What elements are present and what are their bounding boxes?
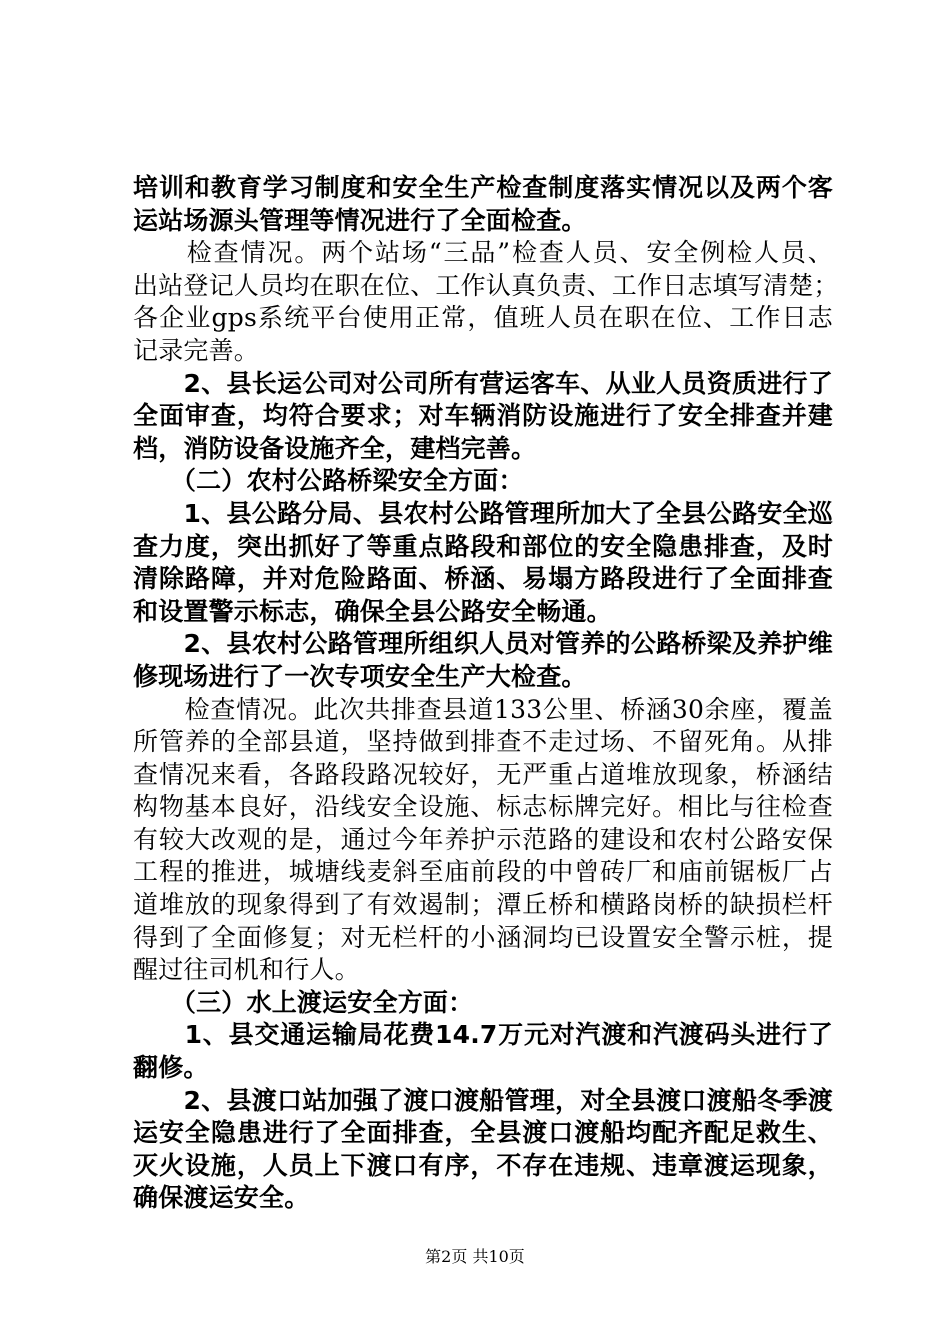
text-line: （二）农村公路桥梁安全方面：: [133, 466, 524, 496]
text-line: （三）水上渡运安全方面：: [133, 987, 474, 1017]
text-line: 道堆放的现象得到了有效遏制；潭丘桥和横路岗桥的缺损栏杆: [133, 890, 833, 920]
text-line: 得到了全面修复；对无栏杆的小涵洞均已设置安全警示桩，提: [133, 922, 833, 952]
text-line: 所管养的全部县道，坚持做到排查不走过场、不留死角。从排: [133, 727, 833, 757]
text-line: 醒过往司机和行人。: [133, 955, 360, 985]
text-line: 工程的推进，城塘线麦斜至庙前段的中曾砖厂和庙前锯板厂占: [133, 857, 833, 887]
text-line: 2、县农村公路管理所组织人员对管养的公路桥梁及养护维: [133, 629, 833, 659]
text-line: 1、县交通运输局花费14.7万元对汽渡和汽渡码头进行了: [133, 1020, 833, 1050]
text-line: 运安全隐患进行了全面排查，全县渡口渡船均配齐配足救生、: [133, 1118, 833, 1148]
text-line: 出站登记人员均在职在位、工作认真负责、工作日志填写清楚；: [133, 270, 839, 300]
text-line: 翻修。: [133, 1053, 209, 1083]
text-line: 灭火设施，人员上下渡口有序，不存在违规、违章渡运现象，: [133, 1150, 833, 1180]
page-number-footer: 第2页 共10页: [425, 1247, 525, 1266]
text-line: 运站场源头管理等情况进行了全面检查。: [133, 205, 587, 235]
text-line: 培训和教育学习制度和安全生产检查制度落实情况以及两个客: [133, 173, 833, 202]
text-line: 查力度，突出抓好了等重点路段和部位的安全隐患排查，及时: [133, 531, 833, 561]
text-line: 确保渡运安全。: [133, 1183, 310, 1213]
text-line: 记录完善。: [133, 335, 260, 365]
text-line: 2、县渡口站加强了渡口渡船管理，对全县渡口渡船冬季渡: [133, 1085, 833, 1115]
text-line: 检查情况。两个站场“三品”检查人员、安全例检人员、: [133, 238, 833, 268]
text-line: 档，消防设备设施齐全，建档完善。: [133, 433, 537, 463]
text-line: 有较大改观的是，通过今年养护示范路的建设和农村公路安保: [133, 824, 833, 854]
text-line: 修现场进行了一次专项安全生产大检查。: [133, 661, 587, 691]
text-line: 清除路障，并对危险路面、桥涵、易塌方路段进行了全面排查: [133, 564, 833, 594]
text-line: 和设置警示标志，确保全县公路安全畅通。: [133, 596, 612, 626]
text-line: 1、县公路分局、县农村公路管理所加大了全县公路安全巡: [133, 498, 833, 528]
text-line: 2、县长运公司对公司所有营运客车、从业人员资质进行了: [133, 368, 833, 398]
text-line: 构物基本良好，沿线安全设施、标志标牌完好。相比与往检查: [133, 792, 833, 822]
document-body: [133, 172, 839, 1215]
text-line: 查情况来看，各路段路况较好，无严重占道堆放现象，桥涵结: [133, 759, 833, 789]
text-line: 全面审查，均符合要求；对车辆消防设施进行了安全排查并建: [133, 401, 833, 431]
text-line: 检查情况。此次共排查县道133公里、桥涵30余座，覆盖: [133, 694, 833, 724]
text-line: 各企业gps系统平台使用正常，值班人员在职在位、工作日志: [133, 303, 833, 333]
